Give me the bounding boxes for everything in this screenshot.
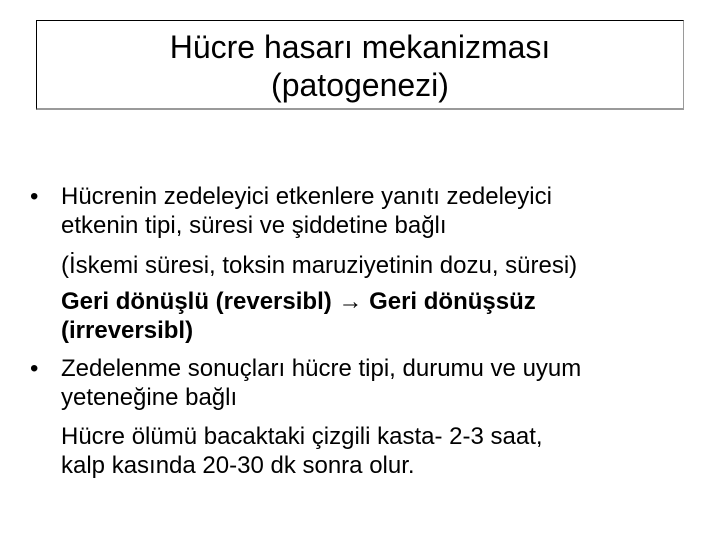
slide-title-line-1: Hücre hasarı mekanizması <box>169 29 551 65</box>
slide-title-line-2: (patogenezi) <box>271 67 449 103</box>
bullet-1-line-5: (irreversibl) <box>61 317 194 344</box>
bullet-1-line-2: etkenin tipi, süresi ve şiddetine bağlı <box>61 212 447 239</box>
bullet-1-line-3: (İskemi süresi, toksin maruziyetinin dozu, süresi) <box>61 252 578 279</box>
bullet-1-line-4: Geri dönüşlü (reversibl) → Geri dönüşsüz <box>61 288 536 315</box>
bullet-marker: • <box>30 183 39 210</box>
bullet-1-line-1: Hücrenin zedeleyici etkenlere yanıtı zedeleyici <box>61 183 552 210</box>
bullet-2-line-3: Hücre ölümü bacaktaki çizgili kasta- 2-3 saat, <box>61 423 543 450</box>
bullet-2-line-1: Zedelenme sonuçları hücre tipi, durumu ve uyum <box>61 355 582 382</box>
bullet-2-line-2: yeteneğine bağlı <box>61 384 238 411</box>
bullet-marker: • <box>30 355 39 382</box>
bullet-2-line-4: kalp kasında 20-30 dk sonra olur. <box>61 452 415 479</box>
